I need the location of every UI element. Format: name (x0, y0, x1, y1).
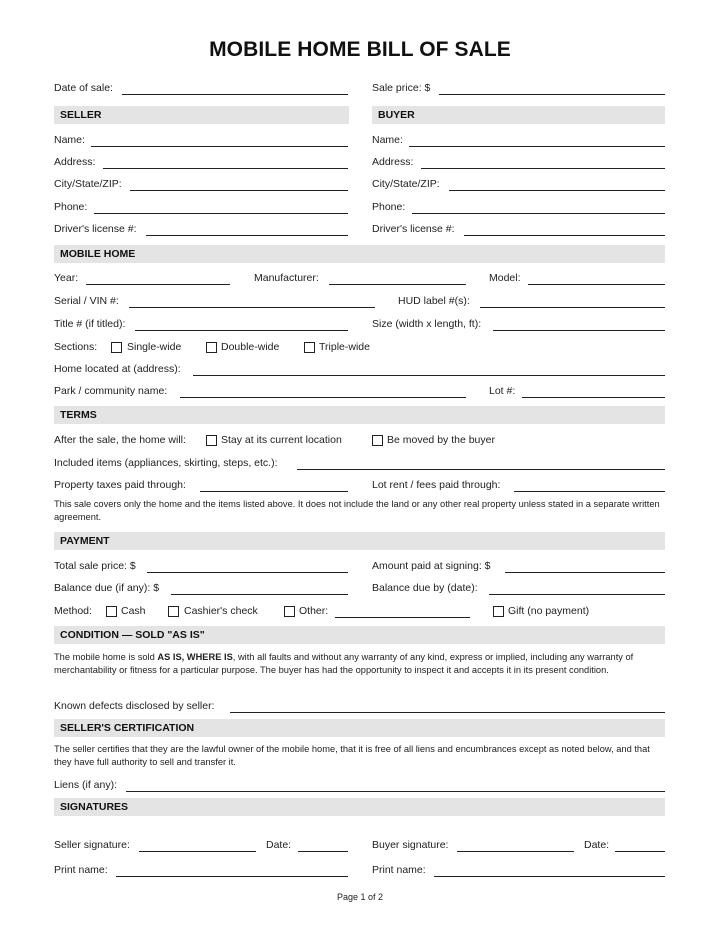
buyer-print-name-field[interactable] (434, 876, 665, 877)
park-name-label: Park / community name: (54, 385, 168, 397)
gift-label: Gift (no payment) (508, 605, 590, 617)
payment-heading: PAYMENT (60, 535, 110, 547)
title-number-field[interactable] (135, 330, 348, 331)
seller-license-label: Driver's license #: (54, 223, 137, 235)
liens-label: Liens (if any): (54, 779, 118, 791)
cashiers-check-checkbox[interactable] (168, 606, 179, 617)
included-items-field[interactable] (297, 469, 665, 470)
buyer-city-label: City/State/ZIP: (372, 178, 440, 190)
total-price-label: Total sale price: $ (54, 560, 136, 572)
seller-license-field[interactable] (146, 235, 348, 236)
seller-signature-field[interactable] (139, 851, 256, 852)
seller-city-field[interactable] (130, 190, 348, 191)
certification-section-header (54, 719, 665, 737)
buyer-license-label: Driver's license #: (372, 223, 455, 235)
balance-due-field[interactable] (171, 594, 348, 595)
other-method-field[interactable] (335, 617, 470, 618)
size-label: Size (width x length, ft): (372, 318, 482, 330)
stay-location-checkbox[interactable] (206, 435, 217, 446)
document-title: MOBILE HOME BILL OF SALE (209, 38, 511, 61)
buyer-address-field[interactable] (421, 168, 665, 169)
seller-section-header (54, 106, 349, 124)
seller-date-field[interactable] (298, 851, 348, 852)
lot-number-field[interactable] (522, 397, 665, 398)
mobile-home-heading: MOBILE HOME (60, 248, 136, 260)
seller-print-name-field[interactable] (116, 876, 348, 877)
seller-address-label: Address: (54, 156, 96, 168)
single-wide-checkbox[interactable] (111, 342, 122, 353)
amount-signing-field[interactable] (505, 572, 665, 573)
terms-heading: TERMS (60, 409, 97, 421)
buyer-name-field[interactable] (409, 146, 665, 147)
buyer-signature-field[interactable] (457, 851, 574, 852)
balance-due-label: Balance due (if any): $ (54, 582, 160, 594)
buyer-address-label: Address: (372, 156, 414, 168)
property-taxes-field[interactable] (200, 491, 348, 492)
condition-section-header (54, 626, 665, 644)
after-sale-label: After the sale, the home will: (54, 434, 186, 446)
stay-location-label: Stay at its current location (221, 434, 342, 446)
buyer-city-field[interactable] (449, 190, 665, 191)
condition-paragraph (54, 651, 668, 676)
signatures-section-header (54, 798, 665, 816)
buyer-license-field[interactable] (464, 235, 665, 236)
cash-label: Cash (121, 605, 146, 617)
sale-price-field[interactable] (439, 94, 665, 95)
seller-phone-label: Phone: (54, 201, 88, 213)
seller-signature-label: Seller signature: (54, 839, 130, 851)
seller-heading: SELLER (60, 109, 102, 121)
certification-heading: SELLER'S CERTIFICATION (60, 722, 195, 734)
mobile-home-section-header (54, 245, 665, 263)
seller-print-name-label: Print name: (54, 864, 108, 876)
double-wide-checkbox[interactable] (206, 342, 217, 353)
known-defects-label: Known defects disclosed by seller: (54, 700, 215, 712)
terms-section-header (54, 406, 665, 424)
sections-label: Sections: (54, 341, 98, 353)
moved-by-buyer-label: Be moved by the buyer (387, 434, 495, 446)
single-wide-label: Single-wide (127, 341, 182, 353)
moved-by-buyer-checkbox[interactable] (372, 435, 383, 446)
model-field[interactable] (528, 284, 665, 285)
known-defects-field[interactable] (230, 712, 665, 713)
buyer-date-field[interactable] (615, 851, 665, 852)
liens-field[interactable] (126, 791, 665, 792)
seller-address-field[interactable] (103, 168, 348, 169)
seller-city-label: City/State/ZIP: (54, 178, 122, 190)
cash-checkbox[interactable] (106, 606, 117, 617)
property-taxes-label: Property taxes paid through: (54, 479, 186, 491)
payment-section-header (54, 532, 665, 550)
date-of-sale-field[interactable] (122, 94, 348, 95)
other-method-checkbox[interactable] (284, 606, 295, 617)
lot-number-label: Lot #: (489, 385, 516, 397)
other-method-label: Other: (299, 605, 329, 617)
buyer-date-label: Date: (584, 839, 610, 851)
condition-text-end: , with all faults and without any warranty of any kind, express or implied, including any warranty of merchantability or fitness for a particular purpose. The buyer has had the opportunity to inspect it and accepts it in its present condition. (54, 652, 634, 675)
size-field[interactable] (493, 330, 665, 331)
seller-date-label: Date: (266, 839, 292, 851)
amount-signing-label: Amount paid at signing: $ (372, 560, 491, 572)
home-location-label: Home located at (address): (54, 363, 181, 375)
seller-name-label: Name: (54, 134, 85, 146)
total-price-field[interactable] (147, 572, 348, 573)
lot-rent-label: Lot rent / fees paid through: (372, 479, 501, 491)
date-of-sale-label: Date of sale: (54, 82, 113, 94)
buyer-phone-field[interactable] (412, 213, 665, 214)
condition-heading: CONDITION — SOLD "AS IS" (60, 629, 205, 641)
signatures-heading: SIGNATURES (60, 801, 129, 813)
home-location-field[interactable] (193, 375, 665, 376)
year-label: Year: (54, 272, 79, 284)
seller-phone-field[interactable] (94, 213, 348, 214)
condition-text-start: The mobile home is sold (54, 652, 158, 662)
buyer-name-label: Name: (372, 134, 403, 146)
sale-price-label: Sale price: $ (372, 82, 431, 94)
included-items-label: Included items (appliances, skirting, steps, etc.): (54, 457, 278, 469)
hud-label-field[interactable] (480, 307, 665, 308)
year-field[interactable] (86, 284, 230, 285)
page-number: Page 1 of 2 (336, 892, 384, 902)
buyer-phone-label: Phone: (372, 201, 406, 213)
triple-wide-checkbox[interactable] (304, 342, 315, 353)
lot-rent-field[interactable] (514, 491, 665, 492)
double-wide-label: Double-wide (221, 341, 280, 353)
title-number-label: Title # (if titled): (54, 318, 126, 330)
cashiers-check-label: Cashier's check (184, 605, 258, 617)
serial-vin-label: Serial / VIN #: (54, 295, 119, 307)
serial-vin-field[interactable] (129, 307, 375, 308)
terms-note: This sale covers only the home and the items listed above. It does not include the land or any other real property unless stated in a separate written agreement. (54, 499, 660, 522)
as-is-emphasis: AS IS, WHERE IS (157, 652, 233, 662)
triple-wide-label: Triple-wide (319, 341, 370, 353)
manufacturer-label: Manufacturer: (254, 272, 319, 284)
hud-label-label: HUD label #(s): (398, 295, 470, 307)
buyer-print-name-label: Print name: (372, 864, 426, 876)
buyer-signature-label: Buyer signature: (372, 839, 449, 851)
balance-date-field[interactable] (489, 594, 665, 595)
seller-name-field[interactable] (91, 146, 348, 147)
balance-date-label: Balance due by (date): (372, 582, 478, 594)
gift-checkbox[interactable] (493, 606, 504, 617)
manufacturer-field[interactable] (329, 284, 466, 285)
model-label: Model: (489, 272, 521, 284)
buyer-heading: BUYER (378, 109, 415, 121)
park-name-field[interactable] (180, 397, 466, 398)
payment-method-label: Method: (54, 605, 92, 617)
buyer-section-header (372, 106, 665, 124)
certification-text: The seller certifies that they are the lawful owner of the mobile home, that it is free of all liens and encumbrances except as noted below, and that they have full authority to sell and transfer it. (54, 744, 650, 767)
